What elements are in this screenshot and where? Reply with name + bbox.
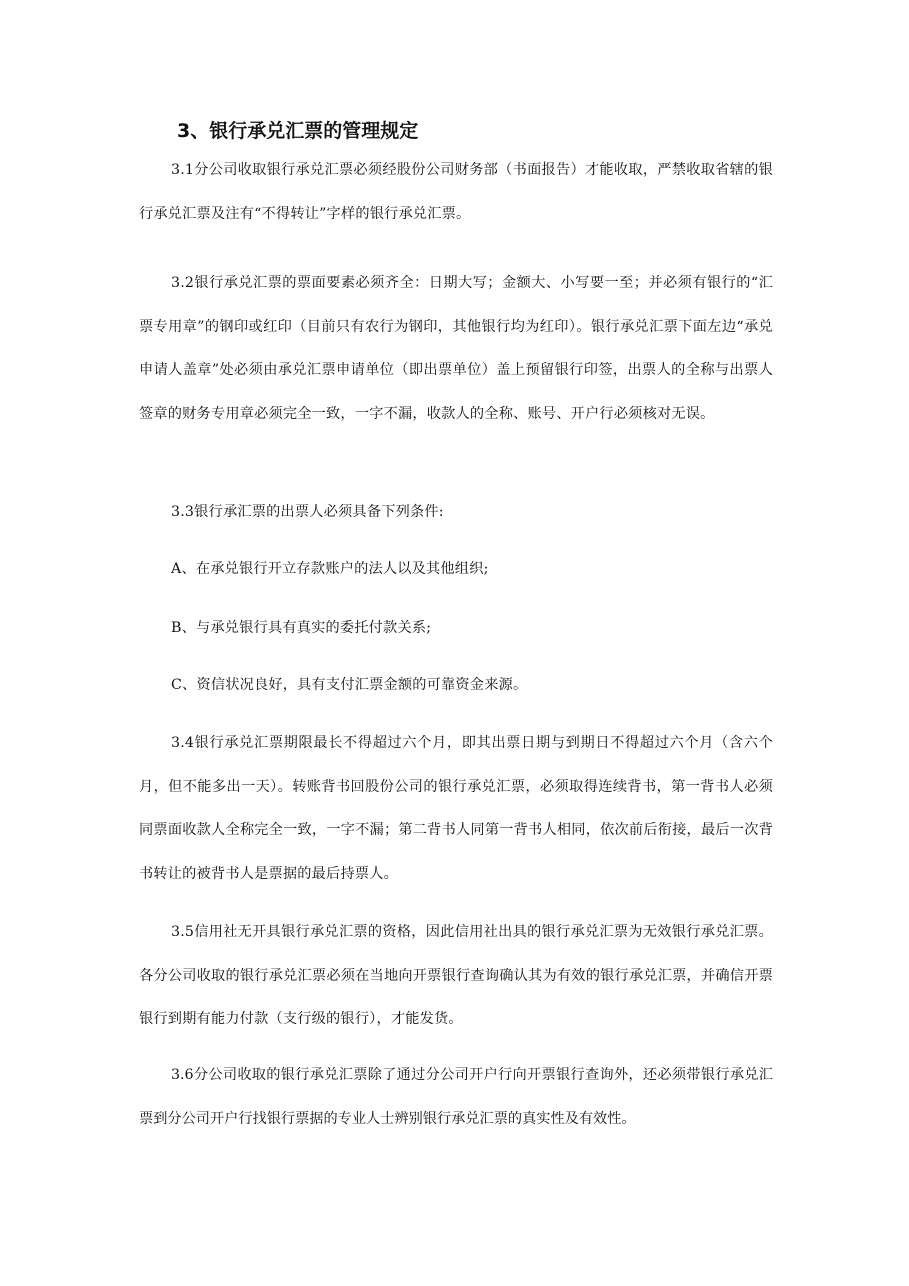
- paragraph-3-4: 3.4银行承兑汇票期限最长不得超过六个月，即其出票日期与到期日不得超过六个月（含六个月，但不能多出一天）。转账背书回股份公司的银行承兑汇票，必须取得连续背书，第一背书人必须同票面收款人全称完全一致，一字不漏；第二背书人同第一背书人相同，依次前后衔接，最后一次背书转让的被背书人是票据的最后持票人。: [139, 735, 773, 882]
- paragraph-3-5: 3.5信用社无开具银行承兑汇票的资格，因此信用社出具的银行承兑汇票为无效银行承兑汇票。各分公司收取的银行承兑汇票必须在当地向开票银行查询确认其为有效的银行承兑汇票，并确信开票银行到期有能力付款（支行级的银行），才能发货。: [139, 924, 773, 1027]
- condition-a: A、在承兑银行开立存款账户的法人以及其他组织;: [171, 561, 489, 577]
- section-heading: 3、银行承兑汇票的管理规定: [177, 120, 419, 142]
- paragraph-3-6: 3.6分公司收取的银行承兑汇票除了通过分公司开户行向开票银行查询外，还必须带银行承兑汇票到分公司开户行找银行票据的专业人士辨别银行承兑汇票的真实性及有效性。: [139, 1067, 773, 1127]
- paragraph-3-1: 3.1分公司收取银行承兑汇票必须经股份公司财务部（书面报告）才能收取，严禁收取省辖的银行承兑汇票及注有“不得转让”字样的银行承兑汇票。: [139, 162, 773, 222]
- condition-b: B、与承兑银行具有真实的委托付款关系;: [171, 620, 432, 636]
- condition-c: C、资信状况良好，具有支付汇票金额的可靠资金来源。: [171, 677, 528, 693]
- paragraph-3-3: 3.3银行承汇票的出票人必须具备下列条件:: [171, 504, 444, 520]
- paragraph-3-2: 3.2银行承兑汇票的票面要素必须齐全：日期大写；金额大、小写要一至；并必须有银行的“汇票专用章”的钢印或红印（目前只有农行为钢印，其他银行均为红印）。银行承兑汇票下面左边“承兑申请人盖章”处必须由承兑汇票申请单位（即出票单位）盖上预留银行印签，出票人的全称与出票人签章的财务专用章必须完全一致，一字不漏，收款人的全称、账号、开户行必须核对无误。: [139, 275, 773, 422]
